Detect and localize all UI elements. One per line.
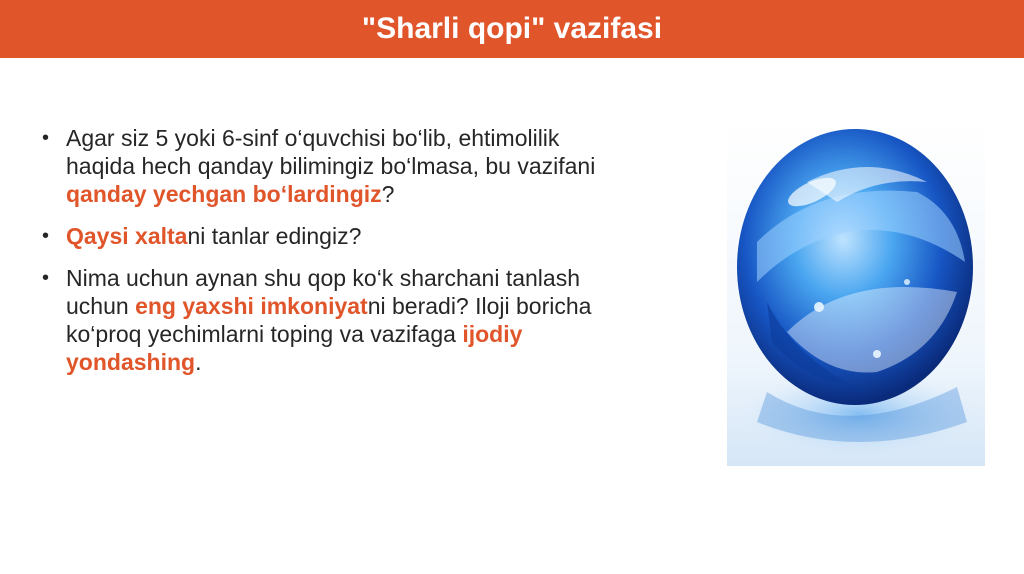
bullet-text: . (195, 349, 202, 375)
bullet-dot: • (42, 267, 50, 289)
bullet-text: ni beradi? Iloji boricha ko‘proq yechimlarni toping va vazifaga (66, 293, 592, 347)
bullet-text: ni tanlar edingiz? (187, 223, 362, 249)
bullet-highlight: ijodiy yondashing (66, 321, 523, 375)
slide-title: "Sharli qopi" vazifasi (361, 12, 663, 45)
bullet-item (42, 222, 602, 250)
bullet-item (42, 124, 602, 208)
bullet-item (42, 264, 602, 376)
bullet-highlight: qanday yechgan bo‘lardingiz (66, 181, 382, 207)
bullet-list (42, 124, 602, 390)
title-bar (0, 0, 1024, 58)
bullet-dot: • (42, 127, 50, 149)
bullet-highlight: eng yaxshi imkoniyat (135, 293, 368, 319)
marble-illustration (727, 122, 985, 466)
bullet-text: Agar siz 5 yoki 6-sinf o‘quvchisi bo‘lib, ehtimolilik haqida hech qanday bilimingiz bo‘lmasa, bu vazifani (66, 125, 596, 179)
bullet-highlight: Qaysi xalta (66, 223, 188, 249)
bullet-dot: • (42, 225, 50, 247)
bullet-text: Nima uchun aynan shu qop ko‘k sharchani tanlash uchun (66, 265, 580, 319)
marble-image (727, 122, 985, 466)
bullet-text: ? (381, 181, 395, 207)
